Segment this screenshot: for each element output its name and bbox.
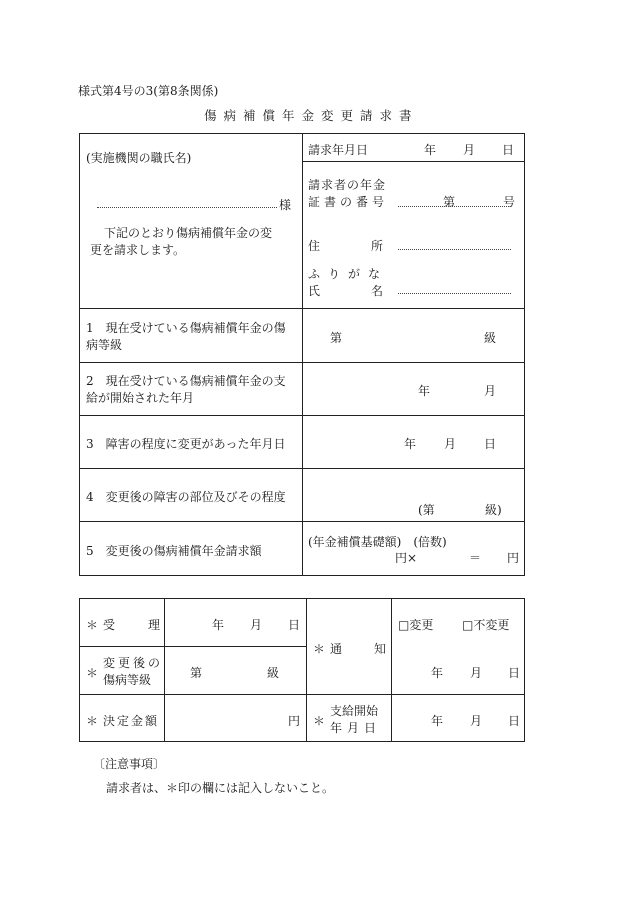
receipt-label-1: 受 bbox=[103, 618, 116, 632]
address-field[interactable] bbox=[398, 249, 511, 250]
start-month: 月 bbox=[470, 714, 483, 728]
receipt-star: ＊ bbox=[86, 618, 99, 632]
receipt-month: 月 bbox=[250, 618, 263, 632]
item-2-month: 月 bbox=[484, 384, 497, 398]
start-day: 日 bbox=[508, 714, 521, 728]
item-5-yen2: 円 bbox=[507, 551, 520, 565]
address-label-1: 住 bbox=[308, 239, 321, 253]
cert-label-line1: 請求者の年金 bbox=[308, 178, 387, 192]
form-number: 様式第4号の3(第8条関係) bbox=[78, 84, 219, 98]
item-5-equals: ＝ bbox=[469, 551, 482, 565]
notes-text: 請求者は、＊印の欄には記入しないこと。 bbox=[106, 781, 335, 795]
item-3-day: 日 bbox=[484, 437, 497, 451]
item-3-month: 月 bbox=[444, 437, 457, 451]
grade-dai: 第 bbox=[190, 666, 203, 680]
item-2-line2: 給が開始された年月 bbox=[86, 391, 195, 405]
form-title: 傷病補償年金変更請求書 bbox=[204, 108, 419, 123]
item-3-line1: 3 障害の程度に変更があった年月日 bbox=[86, 437, 286, 451]
notice-label-2: 知 bbox=[374, 642, 387, 656]
date-year: 年 bbox=[424, 143, 437, 157]
item-2-year: 年 bbox=[418, 384, 431, 398]
row-line-1 bbox=[79, 308, 525, 309]
cert-number-field[interactable] bbox=[398, 206, 511, 207]
start-year: 年 bbox=[431, 714, 444, 728]
grade-kyu: 級 bbox=[267, 666, 280, 680]
grade-label-line2: 傷病等級 bbox=[103, 673, 152, 687]
item-1-line1: 1 現在受けている傷病補償年金の傷 bbox=[86, 321, 286, 335]
row-line-4 bbox=[79, 468, 525, 469]
office-col-2 bbox=[306, 598, 307, 742]
cert-dai: 第 bbox=[443, 195, 456, 209]
cert-label-line2: 証書の番号 bbox=[308, 195, 389, 209]
item-5-label: (年金補償基礎額) (倍数) bbox=[308, 535, 447, 549]
request-line-2: 更を請求します。 bbox=[90, 243, 186, 257]
amount-star: ＊ bbox=[86, 714, 99, 728]
item-1-kyu: 級 bbox=[484, 331, 497, 345]
notice-opt-change[interactable]: □変更 bbox=[398, 618, 434, 632]
office-col-3 bbox=[391, 598, 392, 742]
name-field[interactable] bbox=[398, 293, 511, 294]
notice-opt-nochange[interactable]: □不変更 bbox=[462, 618, 510, 632]
row-line-2 bbox=[79, 362, 525, 363]
item-1-line2: 病等級 bbox=[86, 338, 123, 352]
notice-label-1: 通 bbox=[330, 642, 343, 656]
main-table-divider bbox=[302, 133, 303, 576]
receipt-label-2: 理 bbox=[148, 618, 161, 632]
start-label-line1: 支給開始 bbox=[330, 704, 379, 718]
notice-star: ＊ bbox=[313, 642, 326, 656]
request-line-1: 下記のとおり傷病補償年金の変 bbox=[104, 226, 273, 240]
office-row-2 bbox=[79, 694, 525, 695]
date-day: 日 bbox=[502, 143, 515, 157]
receipt-year: 年 bbox=[212, 618, 225, 632]
amount-label: 決定金額 bbox=[103, 714, 160, 728]
sama-label: 様 bbox=[279, 198, 292, 212]
name-label-1: 氏 bbox=[308, 284, 321, 298]
row-line-5 bbox=[79, 521, 525, 522]
notice-day: 日 bbox=[508, 666, 521, 680]
address-label-2: 所 bbox=[371, 239, 384, 253]
date-row-line bbox=[302, 161, 525, 162]
receipt-day: 日 bbox=[288, 618, 301, 632]
notes-heading: 〔注意事項〕 bbox=[93, 757, 166, 771]
item-4-kyu: 級) bbox=[485, 503, 502, 517]
item-1-dai: 第 bbox=[330, 331, 343, 345]
item-3-year: 年 bbox=[404, 437, 417, 451]
grade-star: ＊ bbox=[86, 666, 99, 680]
row-line-3 bbox=[79, 415, 525, 416]
item-5-yen: 円× bbox=[395, 551, 418, 565]
cert-go: 号 bbox=[503, 195, 516, 209]
start-label-line2: 年月日 bbox=[330, 721, 382, 735]
furigana-label: ふりがな bbox=[308, 267, 389, 281]
item-5-line1: 5 変更後の傷病補償年金請求額 bbox=[86, 544, 262, 558]
grade-label-line1: 変更後の bbox=[103, 656, 164, 670]
agency-label: (実施機関の職氏名) bbox=[86, 151, 192, 165]
notice-month: 月 bbox=[470, 666, 483, 680]
date-month: 月 bbox=[463, 143, 476, 157]
item-4-line1: 4 変更後の障害の部位及びその程度 bbox=[86, 490, 286, 504]
item-4-dai: (第 bbox=[418, 503, 435, 517]
name-label-2: 名 bbox=[371, 284, 384, 298]
item-2-line1: 2 現在受けている傷病補償年金の支 bbox=[86, 374, 286, 388]
agency-name-field[interactable] bbox=[97, 207, 277, 208]
office-col-1 bbox=[164, 598, 165, 742]
start-star: ＊ bbox=[313, 714, 326, 728]
date-label: 請求年月日 bbox=[308, 143, 369, 157]
notice-year: 年 bbox=[431, 666, 444, 680]
office-row-1 bbox=[79, 646, 306, 647]
amount-yen: 円 bbox=[288, 714, 301, 728]
